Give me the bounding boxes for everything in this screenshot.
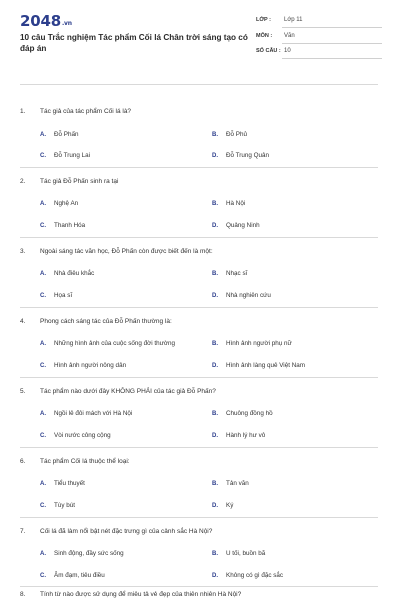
option-letter: B. (212, 341, 218, 347)
option-letter: D. (212, 223, 218, 229)
question-text: Cối lá đã làm nổi bật nét đặc trưng gì của cảnh sắc Hà Nội? (40, 528, 213, 535)
question-text: Tác phẩm nào dưới đây KHÔNG PHẢI của tác giả Đỗ Phấn? (40, 388, 216, 395)
option-letter: B. (212, 132, 218, 138)
answer-option[interactable] (212, 432, 265, 439)
divider (20, 517, 378, 518)
option-letter: B. (212, 271, 218, 277)
option-letter: B. (212, 551, 218, 557)
option-letter: C. (40, 293, 46, 299)
meta-question-count (256, 45, 382, 59)
answer-option[interactable] (212, 410, 273, 417)
logo-main: 2048 (20, 12, 61, 30)
answer-option[interactable] (40, 152, 90, 159)
question-number: 1. (20, 108, 26, 115)
page-header (0, 0, 400, 80)
question-text: Phong cách sáng tác của Đỗ Phấn thường là: (40, 318, 172, 325)
option-text: Tùy bút (54, 502, 75, 509)
option-letter: A. (40, 271, 46, 277)
option-text: Họa sĩ (54, 292, 73, 299)
answer-option[interactable] (212, 200, 245, 207)
answer-option[interactable] (40, 550, 124, 557)
option-letter: D. (212, 433, 218, 439)
option-text: Hình ảnh người nông dân (54, 362, 127, 369)
option-text: Thanh Hóa (54, 222, 86, 229)
answer-option[interactable] (212, 340, 292, 347)
option-letter: D. (212, 503, 218, 509)
question-number: 8. (20, 591, 26, 598)
option-letter: D. (212, 573, 218, 579)
option-text: Nhạc sĩ (226, 270, 248, 277)
answer-option[interactable] (40, 292, 72, 299)
answer-option[interactable] (40, 362, 126, 369)
question-number: 4. (20, 318, 26, 325)
option-text: Hành lý hư vô (226, 432, 266, 439)
option-text: Tản văn (226, 480, 249, 487)
answer-option[interactable] (40, 222, 85, 229)
option-letter: C. (40, 573, 46, 579)
option-text: Hình ảnh làng quê Việt Nam (226, 362, 305, 369)
option-text: Nghệ An (54, 200, 79, 207)
meta-count-value: 10 (284, 48, 291, 54)
option-letter: B. (212, 201, 218, 207)
divider (20, 447, 378, 448)
divider (20, 377, 378, 378)
option-text: Âm đạm, tiêu điều (54, 572, 105, 579)
option-letter: D. (212, 293, 218, 299)
option-letter: D. (212, 363, 218, 369)
question-text: Tính từ nào được sử dụng để miêu tả vẻ đẹp của thiên nhiên Hà Nội? (40, 591, 242, 598)
answer-option[interactable] (40, 131, 79, 138)
option-text: Đỗ Phấn (54, 131, 79, 138)
option-text: Ngồi lê đôi mách với Hà Nội (54, 410, 133, 417)
meta-subject-value: Văn (284, 33, 295, 39)
answer-option[interactable] (40, 572, 105, 579)
option-letter: B. (212, 481, 218, 487)
option-text: Tiểu thuyết (54, 480, 85, 487)
option-letter: C. (40, 433, 46, 439)
page-title: 10 câu Trắc nghiệm Tác phẩm Cối lá Chân trời sáng tạo có đáp án (20, 33, 248, 53)
option-letter: A. (40, 411, 46, 417)
question-number: 7. (20, 528, 26, 535)
option-letter: D. (212, 153, 218, 159)
meta-underline (282, 58, 382, 59)
question-text: Tác giả của tác phẩm Cối lá là? (40, 108, 132, 115)
option-letter: B. (212, 411, 218, 417)
meta-underline (282, 27, 382, 28)
meta-count-key: SỐ CÂU : (256, 48, 281, 54)
option-letter: C. (40, 153, 46, 159)
divider (20, 167, 378, 168)
option-text: Không có gì đặc sắc (226, 572, 284, 579)
divider (20, 307, 378, 308)
question-text: Ngoài sáng tác văn học, Đỗ Phấn còn được biết đến là một: (40, 248, 213, 255)
meta-class-value: Lớp 11 (284, 17, 303, 23)
divider (20, 84, 378, 85)
option-text: Hà Nội (226, 200, 246, 207)
option-text: Hình ảnh người phụ nữ (226, 340, 292, 347)
answer-option[interactable] (40, 432, 111, 439)
answer-option[interactable] (212, 480, 249, 487)
question-text: Tác giả Đỗ Phấn sinh ra tại (40, 178, 119, 185)
option-text: Ký (226, 502, 234, 509)
option-text: Sinh động, đầy sức sống (54, 550, 124, 557)
answer-option[interactable] (40, 410, 132, 417)
answer-option[interactable] (40, 270, 94, 277)
answer-option[interactable] (212, 152, 269, 159)
option-text: Chuông đồng hồ (226, 410, 273, 417)
option-letter: A. (40, 132, 46, 138)
answer-option[interactable] (212, 222, 260, 229)
answer-option[interactable] (40, 502, 75, 509)
answer-option[interactable] (212, 502, 233, 509)
question-text: Tác phẩm Cối lá thuộc thể loại: (40, 458, 130, 465)
answer-option[interactable] (40, 200, 78, 207)
option-letter: A. (40, 481, 46, 487)
answer-option[interactable] (212, 292, 271, 299)
answer-option[interactable] (212, 270, 247, 277)
option-text: Vòi nước công cộng (54, 432, 111, 439)
option-text: Đỗ Phủ (226, 131, 248, 138)
divider (20, 237, 378, 238)
option-text: Những hình ảnh của cuộc sống đời thường (54, 340, 176, 347)
option-text: Nhà điêu khắc (54, 270, 95, 277)
logo-suffix: .vn (61, 20, 72, 27)
meta-subject-key: MÔN : (256, 33, 273, 39)
option-text: Nhà nghiên cứu (226, 292, 271, 299)
option-letter: C. (40, 503, 46, 509)
answer-option[interactable] (212, 362, 305, 369)
option-letter: A. (40, 551, 46, 557)
divider (20, 586, 378, 587)
answer-option[interactable] (40, 480, 85, 487)
question-number: 5. (20, 388, 26, 395)
option-letter: A. (40, 201, 46, 207)
option-text: Đỗ Trung Quân (226, 152, 270, 159)
question-number: 2. (20, 178, 26, 185)
option-text: Quảng Ninh (226, 222, 260, 229)
answer-option[interactable] (212, 550, 265, 557)
meta-subject (256, 30, 382, 44)
site-logo[interactable] (20, 12, 72, 30)
answer-option[interactable] (40, 340, 175, 347)
meta-class-key: LỚP : (256, 17, 271, 23)
answer-option[interactable] (212, 572, 283, 579)
option-text: U tối, buồn bã (226, 550, 266, 557)
option-letter: C. (40, 363, 46, 369)
question-number: 3. (20, 248, 26, 255)
option-text: Đỗ Trung Lai (54, 152, 91, 159)
option-letter: A. (40, 341, 46, 347)
question-number: 6. (20, 458, 26, 465)
meta-underline (282, 43, 382, 44)
option-letter: C. (40, 223, 46, 229)
meta-class (256, 14, 382, 28)
answer-option[interactable] (212, 131, 247, 138)
